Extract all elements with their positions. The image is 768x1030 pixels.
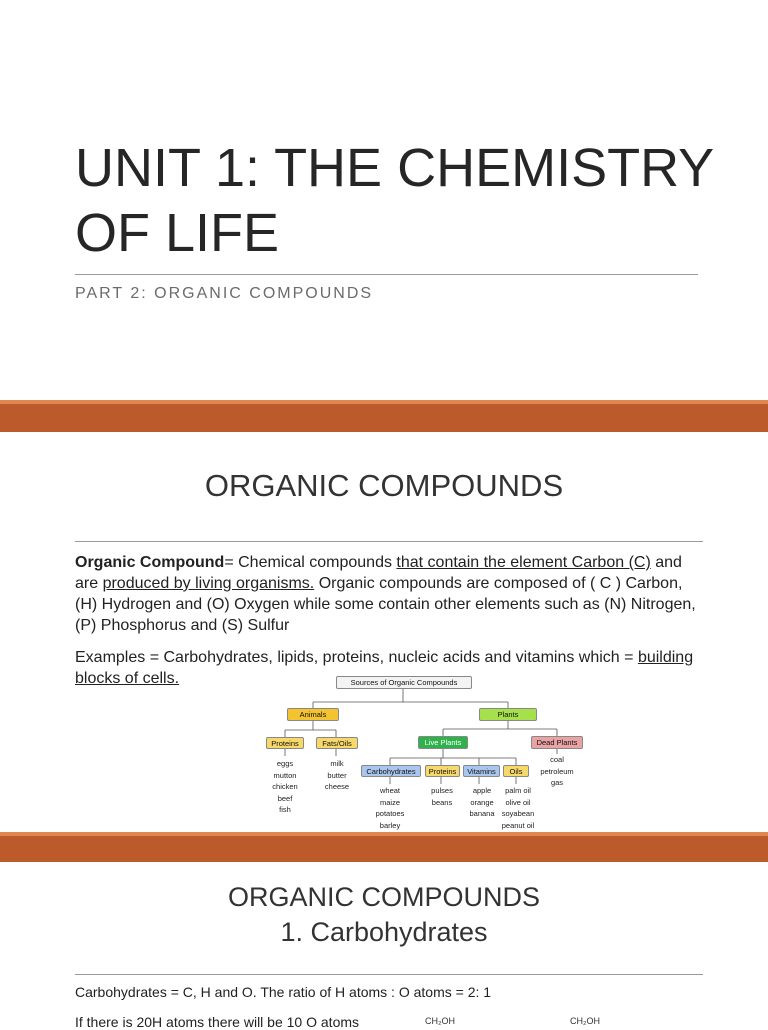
slide2-divider (75, 541, 703, 542)
definition-text: = Chemical compounds (224, 554, 397, 571)
diagram-root-box: Sources of Organic Compounds (336, 676, 472, 689)
diagram-list-item: coal (550, 755, 564, 764)
slide1-divider (75, 274, 698, 275)
definition-text: Organic compounds are composed of ( C ) Carbon, (H) Hydrogen and (O) Oxygen while some contain other elements such as (N) Nitrogen, (P) Phosphorus and (S) Sulfur (75, 575, 696, 634)
structure-label-1: CH₂OH (425, 1016, 455, 1026)
diagram-dead-plants-box: Dead Plants (531, 736, 583, 749)
diagram-list-item: cheese (324, 782, 350, 792)
diagram-list-item: wheat (379, 786, 400, 795)
structure-label-2: CH₂OH (570, 1016, 600, 1026)
diagram-list-item: barley (379, 820, 401, 830)
diagram-list-item: milk (330, 759, 344, 768)
carbohydrates-example-text: If there is 20H atoms there will be 10 O atoms (75, 1014, 360, 1030)
diagram-list-proteins-animal (265, 758, 305, 816)
diagram-vitamins-box: Vitamins (463, 765, 500, 777)
diagram-list-item: soyabean (501, 809, 535, 819)
examples-text: Examples = Carbohydrates, lipids, proteins, nucleic acids and vitamins which = (75, 649, 638, 666)
slide-separator-band (0, 400, 768, 432)
diagram-proteins-plant-box: Proteins (425, 765, 460, 777)
slide1-title: UNIT 1: THE CHEMISTRY OF LIFE (75, 138, 714, 263)
slide-separator-band (0, 832, 768, 862)
diagram-list-item: peanut oil (501, 820, 535, 830)
diagram-list-item: mutton (273, 770, 297, 780)
diagram-carbohydrates-box: Carbohydrates (361, 765, 421, 777)
diagram-list-proteins-plant (423, 785, 461, 808)
slide-organic-compounds (0, 432, 768, 832)
slide-title (0, 0, 768, 400)
diagram-animals-box: Animals (287, 708, 339, 721)
diagram-list-item: apple (472, 786, 492, 795)
diagram-list-item: butter (327, 770, 347, 780)
diagram-list-item: beef (277, 793, 293, 803)
slide1-subtitle: PART 2: ORGANIC COMPOUNDS (75, 285, 374, 302)
slide3-title (0, 880, 768, 950)
diagram-list-item: maize (379, 797, 400, 807)
diagram-list-item: pulses (431, 786, 453, 795)
definition-underline-living: produced by living organisms. (102, 575, 315, 592)
diagram-list-item: potatoes (375, 809, 405, 819)
diagram-list-item: petroleum (540, 766, 574, 776)
diagram-fats-box: Fats/Oils (316, 737, 358, 749)
diagram-list-item: eggs (276, 759, 294, 768)
diagram-list-item: beans (431, 797, 453, 807)
slide-carbohydrates (0, 862, 768, 1030)
diagram-list-item: banana (469, 809, 495, 819)
diagram-live-plants-box: Live Plants (418, 736, 468, 749)
slide3-title-line1: ORGANIC COMPOUNDS (227, 882, 541, 912)
carbohydrates-ratio-text: Carbohydrates = C, H and O. The ratio of H atoms : O atoms = 2: 1 (75, 984, 492, 1000)
slide3-title-line2: 1. Carbohydrates (280, 917, 488, 947)
definition-term: Organic Compound (75, 554, 225, 571)
diagram-list-item: orange (470, 797, 494, 807)
diagram-proteins-animal-box: Proteins (266, 737, 304, 749)
diagram-oils-box: Oils (503, 765, 529, 777)
definition-text: and are (75, 554, 682, 592)
diagram-list-item: chicken (272, 782, 298, 792)
slide2-title: ORGANIC COMPOUNDS (204, 468, 564, 503)
diagram-list-dead-plants (533, 754, 581, 789)
diagram-list-item: olive oil (505, 797, 531, 807)
diagram-list-item: palm oil (505, 786, 531, 795)
diagram-plants-box: Plants (479, 708, 537, 721)
slide3-divider (75, 974, 703, 975)
diagram-list-item: gas (550, 778, 564, 788)
diagram-list-fats (316, 758, 358, 793)
examples-underline: building blocks of cells. (75, 649, 694, 687)
definition-underline-carbon: that contain the element Carbon (C) (396, 554, 651, 571)
diagram-list-item: fish (279, 805, 291, 815)
definition-paragraph (75, 552, 705, 636)
